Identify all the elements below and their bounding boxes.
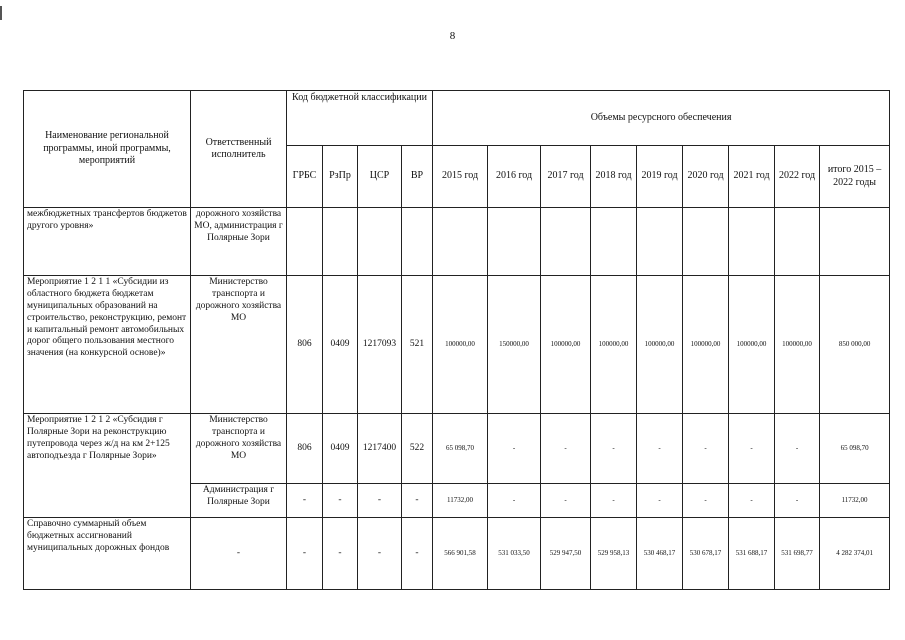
header-budget-code: Код бюджетной классификации	[287, 91, 433, 146]
vr-cell: 521	[402, 276, 433, 414]
year-value-cell: 530 468,17	[637, 518, 683, 590]
year-value-cell: -	[541, 414, 591, 484]
header-name: Наименование региональной программы, иной программы, мероприятий	[24, 91, 191, 208]
table-row	[24, 414, 890, 484]
row-name: межбюджетных трансфертов бюджетов другого уровня»	[24, 208, 191, 276]
year-value-cell: 100000,00	[775, 276, 820, 414]
grbs-cell: -	[287, 484, 323, 518]
empty-cell	[287, 208, 323, 276]
row-responsible: -	[191, 518, 287, 590]
year-value-cell: -	[637, 414, 683, 484]
header-year: 2017 год	[541, 146, 591, 208]
header-year: 2015 год	[433, 146, 488, 208]
grbs-cell: 806	[287, 276, 323, 414]
empty-cell	[358, 208, 402, 276]
empty-cell	[541, 208, 591, 276]
year-value-cell: 100000,00	[683, 276, 729, 414]
year-value-cell: 531 688,17	[729, 518, 775, 590]
year-value-cell: 531 698,77	[775, 518, 820, 590]
year-value-cell: 150000,00	[488, 276, 541, 414]
csr-cell: -	[358, 484, 402, 518]
csr-cell: 1217400	[358, 414, 402, 484]
year-value-cell: -	[775, 484, 820, 518]
header-total: итого 2015 – 2022 годы	[820, 146, 890, 208]
rzpr-cell: -	[323, 518, 358, 590]
table-row	[24, 208, 890, 276]
empty-cell	[775, 208, 820, 276]
header-csr: ЦСР	[358, 146, 402, 208]
year-value-cell: -	[488, 484, 541, 518]
vr-cell: -	[402, 518, 433, 590]
empty-cell	[402, 208, 433, 276]
header-grbs: ГРБС	[287, 146, 323, 208]
grbs-cell: -	[287, 518, 323, 590]
header-year: 2022 год	[775, 146, 820, 208]
empty-cell	[637, 208, 683, 276]
header-volumes: Объемы ресурсного обеспечения	[433, 91, 890, 146]
year-value-cell: 100000,00	[729, 276, 775, 414]
scan-edge-mark	[0, 6, 2, 20]
table-row	[24, 518, 890, 590]
header-rzpr: РзПр	[323, 146, 358, 208]
resource-table	[23, 90, 890, 590]
year-value-cell: -	[775, 414, 820, 484]
year-value-cell: 100000,00	[433, 276, 488, 414]
grbs-cell: 806	[287, 414, 323, 484]
year-value-cell: 531 033,50	[488, 518, 541, 590]
vr-cell: 522	[402, 414, 433, 484]
total-cell: 4 282 374,01	[820, 518, 890, 590]
year-value-cell: 100000,00	[541, 276, 591, 414]
year-value-cell: -	[541, 484, 591, 518]
empty-cell	[323, 208, 358, 276]
header-year: 2018 год	[591, 146, 637, 208]
year-value-cell: 529 958,13	[591, 518, 637, 590]
row-name: Мероприятие 1 2 1 1 «Субсидии из областного бюджета бюджетам муниципальных образований на строительство, реконструкцию, ремонт и капитальный ремонт автомобильных дорог общего пользования местного значения (на конкурсной основе)»	[24, 276, 191, 414]
csr-cell: -	[358, 518, 402, 590]
total-cell: 850 000,00	[820, 276, 890, 414]
year-value-cell: 100000,00	[591, 276, 637, 414]
row-name: Справочно суммарный объем бюджетных ассигнований муниципальных дорожных фондов	[24, 518, 191, 590]
header-year: 2020 год	[683, 146, 729, 208]
empty-cell	[433, 208, 488, 276]
table-row	[24, 276, 890, 414]
year-value-cell: -	[683, 484, 729, 518]
year-value-cell: 65 098,70	[433, 414, 488, 484]
header-vr: ВР	[402, 146, 433, 208]
row-name: Мероприятие 1 2 1 2 «Субсидия г Полярные Зори на реконструкцию путепровода через ж/д на км 2+125 автоподъезда г Полярные Зори»	[24, 414, 191, 518]
year-value-cell: 530 678,17	[683, 518, 729, 590]
row-responsible: Министерство транспорта и дорожного хозяйства МО	[191, 276, 287, 414]
header-responsible: Ответственный исполнитель	[191, 91, 287, 208]
year-value-cell: -	[591, 484, 637, 518]
year-value-cell: 566 901,58	[433, 518, 488, 590]
year-value-cell: -	[637, 484, 683, 518]
header-year: 2019 год	[637, 146, 683, 208]
header-year: 2021 год	[729, 146, 775, 208]
year-value-cell: -	[591, 414, 637, 484]
year-value-cell: 529 947,50	[541, 518, 591, 590]
empty-cell	[488, 208, 541, 276]
year-value-cell: -	[729, 484, 775, 518]
vr-cell: -	[402, 484, 433, 518]
year-value-cell: 100000,00	[637, 276, 683, 414]
year-value-cell: -	[683, 414, 729, 484]
row-responsible: Администрация г Полярные Зори	[191, 484, 287, 518]
header-year: 2016 год	[488, 146, 541, 208]
year-value-cell: 11732,00	[433, 484, 488, 518]
rzpr-cell: -	[323, 484, 358, 518]
year-value-cell: -	[488, 414, 541, 484]
page-number: 8	[449, 30, 456, 42]
row-responsible: дорожного хозяйства МО, администрация г Полярные Зори	[191, 208, 287, 276]
year-value-cell: -	[729, 414, 775, 484]
row-responsible: Министерство транспорта и дорожного хозяйства МО	[191, 414, 287, 484]
empty-cell	[683, 208, 729, 276]
empty-cell	[591, 208, 637, 276]
empty-cell	[820, 208, 890, 276]
total-cell: 11732,00	[820, 484, 890, 518]
rzpr-cell: 0409	[323, 276, 358, 414]
empty-cell	[729, 208, 775, 276]
total-cell: 65 098,70	[820, 414, 890, 484]
rzpr-cell: 0409	[323, 414, 358, 484]
csr-cell: 1217093	[358, 276, 402, 414]
